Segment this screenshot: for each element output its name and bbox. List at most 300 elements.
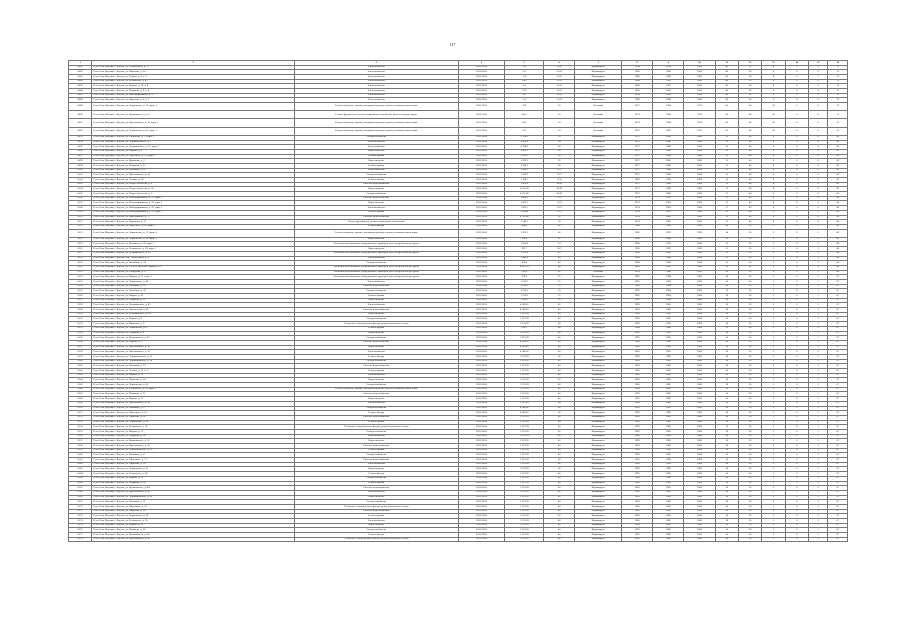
cell-row-number: 6086 bbox=[69, 89, 92, 94]
cell-c16: 67 bbox=[828, 336, 848, 341]
cell-build-year: 1983 bbox=[622, 519, 653, 524]
cell-entrances: 5 bbox=[762, 331, 785, 336]
cell-c14: 0 bbox=[785, 528, 808, 533]
cell-entrances: 5 bbox=[762, 224, 785, 229]
cell-row-number: 6089 bbox=[69, 103, 92, 111]
cell-entrances: 5 bbox=[762, 251, 785, 256]
cell-work-type: Система водоснабжения bbox=[294, 308, 458, 313]
cell-build-year: 1998 bbox=[622, 93, 653, 98]
cell-last-repair-year: 2000 bbox=[684, 415, 715, 420]
cell-floors: 30 bbox=[738, 490, 761, 495]
cell-period: 2023-2024 bbox=[458, 378, 505, 383]
cell-last-repair-year: 2000 bbox=[684, 93, 715, 98]
cell-wall-material: Индивидуал bbox=[575, 74, 622, 79]
cell-address: Респ Саха (Якутия) г. Якутск, ул. Петра Алексеева, д. 14 bbox=[92, 187, 295, 192]
cell-floors: 40 bbox=[738, 154, 761, 159]
cell-area: 40 bbox=[544, 444, 575, 449]
cell-commission-year: 1985 bbox=[653, 312, 684, 317]
cell-row-number: 6146 bbox=[69, 387, 92, 392]
cell-c15: 5 bbox=[808, 303, 827, 308]
cell-entrances: 5 bbox=[762, 415, 785, 420]
cell-build-year: 1998 bbox=[622, 98, 653, 103]
cell-period: 2023-2024 bbox=[458, 119, 505, 127]
cell-period: 2023-2024 bbox=[458, 74, 505, 79]
cell-c15: 6 bbox=[808, 79, 827, 84]
cell-c16: 69 bbox=[828, 168, 848, 173]
cell-floors: 40 bbox=[738, 119, 761, 127]
cell-c15: 6 bbox=[808, 93, 827, 98]
cell-c15: 5 bbox=[808, 495, 827, 500]
cell-floors: 30 bbox=[738, 514, 761, 519]
cell-area: 35 bbox=[544, 279, 575, 284]
cell-wear-percent: 16 bbox=[715, 289, 738, 294]
cell-cost: 5.4 bbox=[505, 98, 544, 103]
cell-build-year: 1983 bbox=[622, 312, 653, 317]
cell-commission-year: 1985 bbox=[653, 439, 684, 444]
cell-area: 40 bbox=[544, 387, 575, 392]
cell-period: 2023-2024 bbox=[458, 425, 505, 430]
cell-entrances: 5 bbox=[762, 265, 785, 270]
cell-entrances: 5 bbox=[762, 495, 785, 500]
cell-wall-material: Индивидуал bbox=[575, 429, 622, 434]
cell-commission-year: 1985 bbox=[653, 397, 684, 402]
cell-period: 2023-2024 bbox=[458, 220, 505, 225]
cell-wear-percent: 16 bbox=[715, 444, 738, 449]
cell-last-repair-year: 1990 bbox=[684, 247, 715, 252]
cell-cost: 1 253.28 bbox=[505, 514, 544, 519]
cell-cost: 4 188.41 bbox=[505, 340, 544, 345]
cell-wall-material: Индивидуал bbox=[575, 163, 622, 168]
cell-c15: 6 bbox=[808, 154, 827, 159]
cell-c14: 0 bbox=[785, 519, 808, 524]
cell-row-number: 6123 bbox=[69, 279, 92, 284]
cell-c14: 0 bbox=[785, 265, 808, 270]
cell-wall-material: Индивидуал bbox=[575, 256, 622, 261]
cell-wear-percent: 15 bbox=[715, 256, 738, 261]
cell-c16: 67 bbox=[828, 500, 848, 505]
cell-cost: 1 168.1 bbox=[505, 178, 544, 183]
cell-last-repair-year: 2000 bbox=[684, 336, 715, 341]
cell-work-type: Ремонт фасада bbox=[294, 472, 458, 477]
cell-commission-year: 1984 bbox=[653, 103, 684, 111]
cell-commission-year: 1985 bbox=[653, 434, 684, 439]
cell-work-type: Ремонт фундамента, ремонт подвальных помещений, ремонт входных групп bbox=[294, 111, 458, 119]
cell-c16: 68 bbox=[828, 237, 848, 242]
cell-floors: 30 bbox=[738, 373, 761, 378]
cell-wall-material: Индивидуал bbox=[575, 308, 622, 313]
cell-area: 40 bbox=[544, 401, 575, 406]
cell-entrances: 5 bbox=[762, 439, 785, 444]
cell-commission-year: 1985 bbox=[653, 331, 684, 336]
cell-c16: 67 bbox=[828, 378, 848, 383]
cell-work-type: Ремонт фасада bbox=[294, 354, 458, 359]
cell-c16: 67 bbox=[828, 411, 848, 416]
cell-row-number: 6110 bbox=[69, 215, 92, 220]
cell-floors: 36 bbox=[738, 74, 761, 79]
cell-area: 20 bbox=[544, 127, 575, 135]
cell-c15: 6 bbox=[808, 140, 827, 145]
cell-build-year: 1972 bbox=[622, 154, 653, 159]
cell-cost: 1 253.28 bbox=[505, 528, 544, 533]
cell-commission-year: 1982 bbox=[653, 265, 684, 270]
cell-floors: 30 bbox=[738, 294, 761, 299]
cell-address: Респ Саха (Якутия) г. Якутск, ул. Пояркова, д. 24 bbox=[92, 481, 295, 486]
cell-last-repair-year: 2000 bbox=[684, 261, 715, 266]
cell-area: 40 bbox=[544, 514, 575, 519]
cell-c15: 5 bbox=[808, 336, 827, 341]
cell-floors: 40 bbox=[738, 168, 761, 173]
cell-wall-material: Индивидуал bbox=[575, 387, 622, 392]
cell-row-number: 6131 bbox=[69, 317, 92, 322]
cell-floors: 30 bbox=[738, 224, 761, 229]
cell-row-number: 6144 bbox=[69, 378, 92, 383]
cell-c15: 6 bbox=[808, 192, 827, 197]
cell-entrances: 5 bbox=[762, 261, 785, 266]
cell-work-type: Система водоснабжения bbox=[294, 196, 458, 201]
cell-wear-percent: 16 bbox=[715, 331, 738, 336]
cell-row-number: 6114 bbox=[69, 237, 92, 242]
cell-wear-percent: 40 bbox=[715, 119, 738, 127]
cell-build-year: 1983 bbox=[622, 322, 653, 327]
cell-period: 2023-2024 bbox=[458, 224, 505, 229]
cell-wear-percent: 16 bbox=[715, 415, 738, 420]
cell-c16: 67 bbox=[828, 331, 848, 336]
column-number-header: 3 bbox=[294, 61, 458, 66]
cell-entrances: 6 bbox=[762, 196, 785, 201]
cell-c14: 0 bbox=[785, 429, 808, 434]
cell-period: 2023-2024 bbox=[458, 322, 505, 327]
cell-row-number: 6155 bbox=[69, 429, 92, 434]
cell-period: 2023-2024 bbox=[458, 187, 505, 192]
cell-period: 2023-2024 bbox=[458, 472, 505, 477]
cell-floors: 30 bbox=[738, 317, 761, 322]
cell-c15: 5 bbox=[808, 533, 827, 538]
cell-build-year: 1983 bbox=[622, 523, 653, 528]
cell-work-type: Ремонт фасада bbox=[294, 411, 458, 416]
cell-c15: 6 bbox=[808, 178, 827, 183]
cell-commission-year: 1982 bbox=[653, 220, 684, 225]
cell-floors: 30 bbox=[738, 251, 761, 256]
table-row bbox=[69, 229, 848, 237]
cell-period: 2023-2024 bbox=[458, 247, 505, 252]
cell-last-repair-year: 2000 bbox=[684, 387, 715, 392]
cell-row-number: 6117 bbox=[69, 251, 92, 256]
cell-wall-material: Блочный bbox=[575, 127, 622, 135]
cell-commission-year: 1994 bbox=[653, 65, 684, 70]
cell-c16: 69 bbox=[828, 192, 848, 197]
cell-wall-material: Индивидуал bbox=[575, 84, 622, 89]
cell-period: 2023-2024 bbox=[458, 326, 505, 331]
cell-row-number: 6125 bbox=[69, 289, 92, 294]
cell-row-number: 6163 bbox=[69, 467, 92, 472]
cell-row-number: 6085 bbox=[69, 84, 92, 89]
cell-c15: 0 bbox=[808, 103, 827, 111]
cell-address: Респ Саха (Якутия) г. Якутск, ул. Лермонтова, д. 40, корп. 2 bbox=[92, 237, 295, 242]
cell-work-type: Электроснабжение bbox=[294, 261, 458, 266]
cell-cost: 1 940.3 bbox=[505, 163, 544, 168]
cell-commission-year: 1982 bbox=[653, 251, 684, 256]
cell-row-number: 6105 bbox=[69, 192, 92, 197]
cell-area: 90 bbox=[544, 163, 575, 168]
cell-area: 70 bbox=[544, 135, 575, 140]
cell-area: 22.5 bbox=[544, 168, 575, 173]
cell-c15: 7 bbox=[808, 74, 827, 79]
cell-cost: 1 253.28 bbox=[505, 322, 544, 327]
cell-floors: 30 bbox=[738, 504, 761, 509]
cell-period: 2023-2024 bbox=[458, 467, 505, 472]
cell-wear-percent: 15 bbox=[715, 215, 738, 220]
cell-cost: 1 882.5 bbox=[505, 149, 544, 154]
cell-wall-material: Индивидуал bbox=[575, 261, 622, 266]
cell-c16: 68 bbox=[828, 224, 848, 229]
cell-row-number: 6152 bbox=[69, 415, 92, 420]
cell-c16: 67 bbox=[828, 345, 848, 350]
cell-area: 34.47 bbox=[544, 187, 575, 192]
cell-c14: 0 bbox=[785, 420, 808, 425]
cell-build-year: 1983 bbox=[622, 373, 653, 378]
cell-period: 2023-2024 bbox=[458, 163, 505, 168]
cell-period: 2023-2024 bbox=[458, 392, 505, 397]
cell-c15: 6 bbox=[808, 168, 827, 173]
cell-cost: 1 253.28 bbox=[505, 439, 544, 444]
cell-cost: 4 188.41 bbox=[505, 303, 544, 308]
cell-row-number: 6177 bbox=[69, 533, 92, 538]
cell-c14: 0 bbox=[785, 206, 808, 211]
cell-row-number: 6099 bbox=[69, 163, 92, 168]
cell-c15: 5 bbox=[808, 383, 827, 388]
cell-wall-material: Индивидуал bbox=[575, 500, 622, 505]
cell-build-year: 1983 bbox=[622, 317, 653, 322]
cell-work-type: Система водоснабжения bbox=[294, 444, 458, 449]
cell-c15: 5 bbox=[808, 458, 827, 463]
cell-area: 40 bbox=[544, 397, 575, 402]
cell-wall-material: Индивидуал bbox=[575, 434, 622, 439]
cell-c14: 0 bbox=[785, 279, 808, 284]
table-row bbox=[69, 119, 848, 127]
cell-area: 32.9 bbox=[544, 206, 575, 211]
cell-entrances: 5 bbox=[762, 458, 785, 463]
cell-build-year: 1983 bbox=[622, 467, 653, 472]
cell-period: 2023-2024 bbox=[458, 93, 505, 98]
cell-last-repair-year: 2000 bbox=[684, 411, 715, 416]
cell-c16: 67 bbox=[828, 383, 848, 388]
cell-work-type: Система водоснабжения bbox=[294, 364, 458, 369]
cell-entrances: 5 bbox=[762, 504, 785, 509]
cell-c14: 0 bbox=[785, 537, 808, 542]
cell-floors: 30 bbox=[738, 392, 761, 397]
cell-area: 35 bbox=[544, 289, 575, 294]
cell-area: 40 bbox=[544, 425, 575, 430]
cell-wear-percent: 16 bbox=[715, 528, 738, 533]
cell-area: 40 bbox=[544, 467, 575, 472]
cell-c15: 5 bbox=[808, 270, 827, 275]
cell-address: Респ Саха (Якутия) г. Якутск, ул. Дзержинского, д. 34 bbox=[92, 312, 295, 317]
cell-period: 2023-2024 bbox=[458, 261, 505, 266]
cell-commission-year: 1985 bbox=[653, 79, 684, 84]
cell-last-repair-year: 1972 bbox=[684, 103, 715, 111]
cell-c15: 5 bbox=[808, 251, 827, 256]
cell-c14: 0 bbox=[785, 345, 808, 350]
cell-floors: 40 bbox=[738, 206, 761, 211]
cell-commission-year: 1998 bbox=[653, 98, 684, 103]
cell-period: 2023-2024 bbox=[458, 111, 505, 119]
cell-wear-percent: 14 bbox=[715, 229, 738, 237]
cell-commission-year: 1986 bbox=[653, 261, 684, 266]
cell-c14: 0 bbox=[785, 196, 808, 201]
cell-entrances: 6 bbox=[762, 70, 785, 75]
cell-wear-percent: 15 bbox=[715, 149, 738, 154]
cell-area: 40 bbox=[544, 378, 575, 383]
cell-period: 2023-2024 bbox=[458, 206, 505, 211]
cell-last-repair-year: 2000 bbox=[684, 495, 715, 500]
cell-wear-percent: 45 bbox=[715, 111, 738, 119]
cell-c15: 5 bbox=[808, 444, 827, 449]
cell-c14: 0 bbox=[785, 322, 808, 327]
cell-work-type: Теплоснабжение bbox=[294, 350, 458, 355]
cell-c16: 68 bbox=[828, 196, 848, 201]
cell-c16: 67 bbox=[828, 528, 848, 533]
cell-commission-year: 1985 bbox=[653, 448, 684, 453]
cell-build-year: 1983 bbox=[622, 458, 653, 463]
cell-floors: 30 bbox=[738, 247, 761, 252]
cell-c16: 69 bbox=[828, 178, 848, 183]
cell-address: Респ Саха (Якутия) г. Якутск, ул. Чернышевского, д. 28 bbox=[92, 495, 295, 500]
cell-row-number: 6103 bbox=[69, 182, 92, 187]
cell-c14: 0 bbox=[785, 154, 808, 159]
cell-area: 40 bbox=[544, 303, 575, 308]
cell-c16: 67 bbox=[828, 364, 848, 369]
cell-area: 48 bbox=[544, 326, 575, 331]
cell-c14: 0 bbox=[785, 364, 808, 369]
cell-last-repair-year: 2000 bbox=[684, 519, 715, 524]
cell-address: Респ Саха (Якутия) г. Якутск, ул. Кирова, д. 20 bbox=[92, 373, 295, 378]
cell-c16: 70 bbox=[828, 74, 848, 79]
cell-entrances: 6 bbox=[762, 215, 785, 220]
cell-row-number: 6173 bbox=[69, 514, 92, 519]
column-number-header: 12 bbox=[738, 61, 761, 66]
cell-wall-material: Индивидуал bbox=[575, 242, 622, 247]
cell-area: 40 bbox=[544, 415, 575, 420]
cell-c15: 5 bbox=[808, 237, 827, 242]
cell-work-type: Теплоснабжение bbox=[294, 65, 458, 70]
cell-row-number: 6093 bbox=[69, 135, 92, 140]
cell-address: Респ Саха (Якутия) г. Якутск, ул. Кирова, д. 27 bbox=[92, 340, 295, 345]
cell-c16: 70 bbox=[828, 79, 848, 84]
cell-build-year: 1972 bbox=[622, 163, 653, 168]
cell-floors: 35 bbox=[738, 93, 761, 98]
cell-c15: 5 bbox=[808, 425, 827, 430]
cell-wear-percent: 14 bbox=[715, 224, 738, 229]
cell-c15: 5 bbox=[808, 354, 827, 359]
cell-entrances: 5 bbox=[762, 359, 785, 364]
cell-wall-material: Индивидуал bbox=[575, 237, 622, 242]
cell-wall-material: Индивидуал bbox=[575, 247, 622, 252]
cell-c16: 67 bbox=[828, 303, 848, 308]
cell-address: Респ Саха (Якутия) г. Якутск, ул. Губина, д. 8, к. 3 bbox=[92, 74, 295, 79]
cell-last-repair-year: 2000 bbox=[684, 472, 715, 477]
cell-commission-year: 1984 bbox=[653, 111, 684, 119]
cell-area: 21.05 bbox=[544, 65, 575, 70]
cell-row-number: 6112 bbox=[69, 224, 92, 229]
cell-wear-percent: 15 bbox=[715, 187, 738, 192]
cell-build-year: 1986 bbox=[622, 237, 653, 242]
cell-last-repair-year: 2000 bbox=[684, 481, 715, 486]
cell-entrances: 5 bbox=[762, 308, 785, 313]
cell-entrances: 5 bbox=[762, 326, 785, 331]
cell-c15: 5 bbox=[808, 331, 827, 336]
cell-wall-material: Индивидуал bbox=[575, 462, 622, 467]
cell-last-repair-year: 2000 bbox=[684, 220, 715, 225]
cell-wall-material: Индивидуал bbox=[575, 178, 622, 183]
cell-address: Респ Саха (Якутия) г. Якутск, ул. Кальвица, д. 17 bbox=[92, 406, 295, 411]
column-number-header: 4 bbox=[458, 61, 505, 66]
cell-last-repair-year: 2000 bbox=[684, 401, 715, 406]
cell-work-type: Электроснабжение bbox=[294, 173, 458, 178]
cell-wall-material: Индивидуал bbox=[575, 458, 622, 463]
cell-c15: 6 bbox=[808, 220, 827, 225]
cell-c14: 0 bbox=[785, 392, 808, 397]
cell-wear-percent: 16 bbox=[715, 392, 738, 397]
cell-row-number: 6096 bbox=[69, 149, 92, 154]
cell-floors: 30 bbox=[738, 284, 761, 289]
cell-period: 2023-2024 bbox=[458, 192, 505, 197]
cell-area: 40 bbox=[544, 523, 575, 528]
cell-build-year: 1983 bbox=[622, 359, 653, 364]
cell-entrances: 5 bbox=[762, 336, 785, 341]
cell-build-year: 1983 bbox=[622, 383, 653, 388]
cell-last-repair-year: 2000 bbox=[684, 354, 715, 359]
cell-row-number: 6121 bbox=[69, 270, 92, 275]
cell-entrances: 5 bbox=[762, 533, 785, 538]
cell-commission-year: 1984 bbox=[653, 275, 684, 280]
cell-cost: 1 195.4 bbox=[505, 251, 544, 256]
cell-address: Респ Саха (Якутия) г. Якутск, ул. Кулаковского, д. 46 bbox=[92, 533, 295, 538]
cell-address: Респ Саха (Якутия) г. Якутск, ул. Лермонтова, д. 42 bbox=[92, 383, 295, 388]
cell-area: 40 bbox=[544, 350, 575, 355]
cell-period: 2023-2024 bbox=[458, 429, 505, 434]
cell-c14: 0 bbox=[785, 373, 808, 378]
cell-entrances: 20 bbox=[762, 111, 785, 119]
cell-entrances: 6 bbox=[762, 145, 785, 150]
cell-period: 2023-2024 bbox=[458, 458, 505, 463]
cell-wear-percent: 15 bbox=[715, 145, 738, 150]
cell-c16: 67 bbox=[828, 340, 848, 345]
cell-c14: 0 bbox=[785, 387, 808, 392]
cell-row-number: 6118 bbox=[69, 256, 92, 261]
cell-address: Респ Саха (Якутия) г. Якутск, ул. Пирогова, д. 9 bbox=[92, 322, 295, 327]
cell-wear-percent: 16 bbox=[715, 453, 738, 458]
cell-c14: 0 bbox=[785, 439, 808, 444]
cell-address: Респ Саха (Якутия) г. Якутск, пер. Энергетиков, д. 4 bbox=[92, 256, 295, 261]
cell-cost: 4 188.41 bbox=[505, 406, 544, 411]
cell-work-type: Ремонт балконов, лоджий, козырьков крыльца и ремонт межпанельных швов bbox=[294, 103, 458, 111]
cell-address: Респ Саха (Якутия) г. Якутск, ул. Каландаришвили, д. 25, корп. 2 bbox=[92, 210, 295, 215]
cell-floors: 40 bbox=[738, 210, 761, 215]
cell-floors: 30 bbox=[738, 533, 761, 538]
cell-wall-material: Индивидуал bbox=[575, 331, 622, 336]
cell-wall-material: Индивидуал bbox=[575, 397, 622, 402]
cell-last-repair-year: 2000 bbox=[684, 149, 715, 154]
cell-commission-year: 1986 bbox=[653, 74, 684, 79]
cell-commission-year: 1980 bbox=[653, 182, 684, 187]
column-number-header: 9 bbox=[653, 61, 684, 66]
cell-wear-percent: 15 bbox=[715, 159, 738, 164]
cell-address: Респ Саха (Якутия) г. Якутск, ул. Ярославского, д. 32 bbox=[92, 350, 295, 355]
cell-c16: 69 bbox=[828, 159, 848, 164]
cell-floors: 30 bbox=[738, 331, 761, 336]
cell-c15: 5 bbox=[808, 434, 827, 439]
cell-last-repair-year: 2000 bbox=[684, 350, 715, 355]
